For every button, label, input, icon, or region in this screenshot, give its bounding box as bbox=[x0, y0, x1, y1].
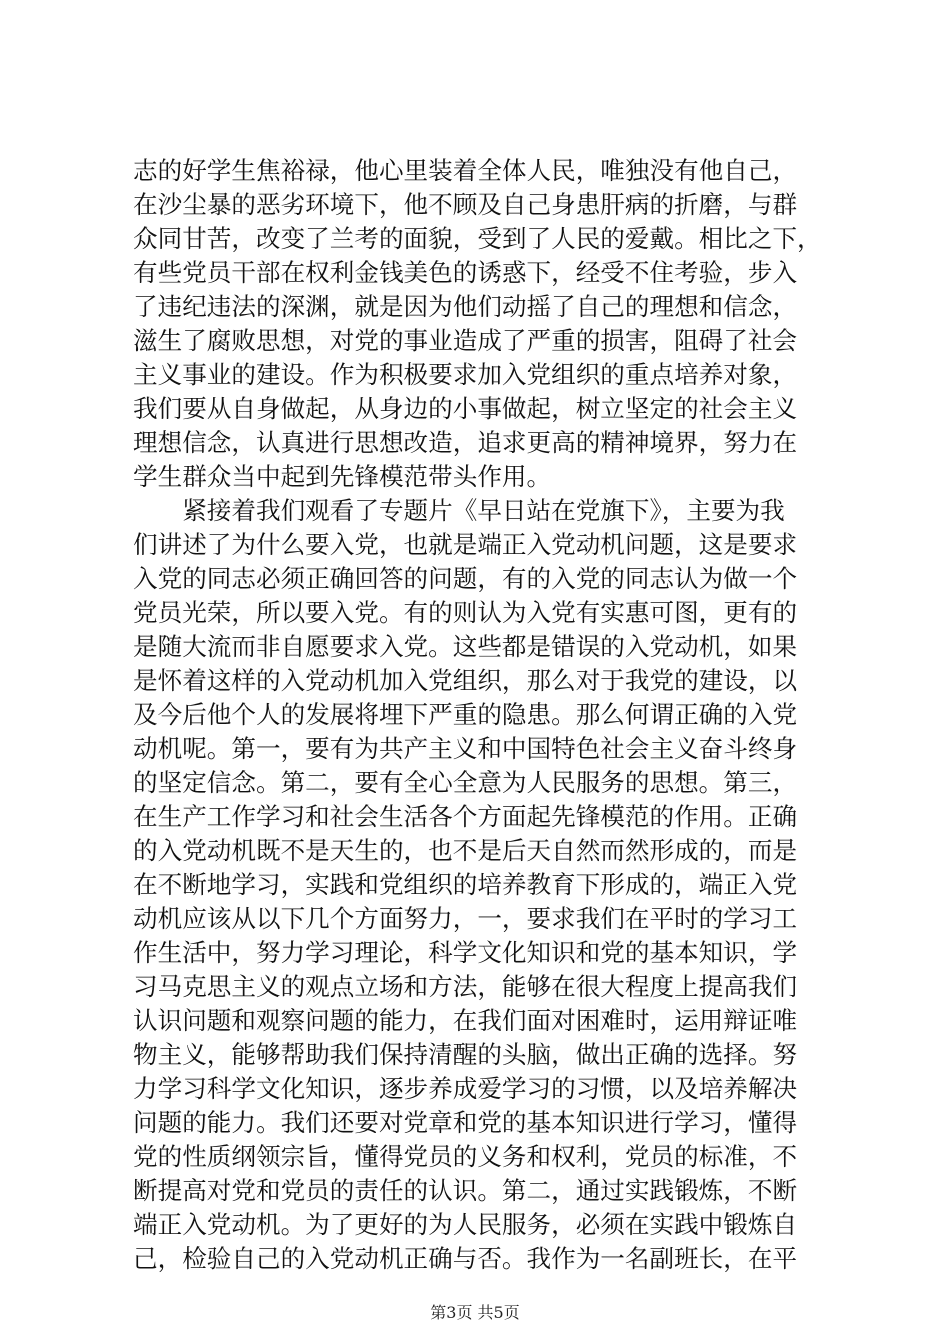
text-line: 习马克思主义的观点立场和方法，能够在很大程度上提高我们 bbox=[133, 972, 798, 1001]
text-line: 认识问题和观察问题的能力，在我们面对困难时，运用辩证唯 bbox=[133, 1006, 798, 1035]
text-line: 我们要从自身做起，从身边的小事做起，树立坚定的社会主义 bbox=[133, 394, 798, 423]
text-line: 有些党员干部在权利金钱美色的诱惑下，经受不住考验，步入 bbox=[133, 258, 798, 287]
text-line: 动机应该从以下几个方面努力，一，要求我们在平时的学习工 bbox=[133, 904, 798, 933]
text-line: 了违纪违法的深渊，就是因为他们动摇了自己的理想和信念， bbox=[133, 292, 798, 321]
text-line: 党员光荣，所以要入党。有的则认为入党有实惠可图，更有的 bbox=[133, 598, 798, 627]
body-text bbox=[133, 154, 833, 1276]
text-line: 学生群众当中起到先锋模范带头作用。 bbox=[133, 462, 552, 491]
text-line: 在不断地学习，实践和党组织的培养教育下形成的，端正入党 bbox=[133, 870, 798, 899]
text-line: 滋生了腐败思想，对党的事业造成了严重的损害，阻碍了社会 bbox=[133, 326, 798, 355]
text-line: 及今后他个人的发展将埋下严重的隐患。那么何谓正确的入党 bbox=[133, 700, 798, 729]
text-line: 问题的能力。我们还要对党章和党的基本知识进行学习，懂得 bbox=[133, 1108, 798, 1137]
text-line: 的入党动机既不是天生的，也不是后天自然而然形成的，而是 bbox=[133, 836, 798, 865]
text-line: 党的性质纲领宗旨，懂得党员的义务和权利，党员的标准，不 bbox=[133, 1142, 798, 1171]
text-line: 力学习科学文化知识，逐步养成爱学习的习惯，以及培养解决 bbox=[133, 1074, 798, 1103]
text-line: 物主义，能够帮助我们保持清醒的头脑，做出正确的选择。努 bbox=[133, 1040, 798, 1069]
text-line: 在沙尘暴的恶劣环境下，他不顾及自己身患肝病的折磨，与群 bbox=[133, 190, 798, 219]
text-line: 入党的同志必须正确回答的问题，有的入党的同志认为做一个 bbox=[133, 564, 798, 593]
text-line: 在生产工作学习和社会生活各个方面起先锋模范的作用。正确 bbox=[133, 802, 798, 831]
text-line: 理想信念，认真进行思想改造，追求更高的精神境界，努力在 bbox=[133, 428, 798, 457]
text-line: 是随大流而非自愿要求入党。这些都是错误的入党动机，如果 bbox=[133, 632, 798, 661]
text-line: 的坚定信念。第二，要有全心全意为人民服务的思想。第三， bbox=[133, 768, 798, 797]
text-line: 主义事业的建设。作为积极要求加入党组织的重点培养对象， bbox=[133, 360, 798, 389]
text-line: 作生活中，努力学习理论，科学文化知识和党的基本知识，学 bbox=[133, 938, 798, 967]
text-line: 们讲述了为什么要入党，也就是端正入党动机问题，这是要求 bbox=[133, 530, 798, 559]
text-line: 端正入党动机。为了更好的为人民服务，必须在实践中锻炼自 bbox=[133, 1210, 798, 1239]
text-line: 志的好学生焦裕禄，他心里装着全体人民，唯独没有他自己， bbox=[133, 156, 798, 185]
text-line: 众同甘苦，改变了兰考的面貌，受到了人民的爱戴。相比之下， bbox=[133, 224, 822, 253]
text-line: 己，检验自己的入党动机正确与否。我作为一名副班长，在平 bbox=[133, 1244, 798, 1273]
text-line: 紧接着我们观看了专题片《早日站在党旗下》，主要为我 bbox=[133, 496, 785, 525]
text-line: 断提高对党和党员的责任的认识。第二，通过实践锻炼，不断 bbox=[133, 1176, 798, 1205]
text-line: 是怀着这样的入党动机加入党组织，那么对于我党的建设，以 bbox=[133, 666, 798, 695]
text-line: 动机呢。第一，要有为共产主义和中国特色社会主义奋斗终身 bbox=[133, 734, 798, 763]
page-number-footer: 第3页 共5页 bbox=[430, 1303, 520, 1322]
